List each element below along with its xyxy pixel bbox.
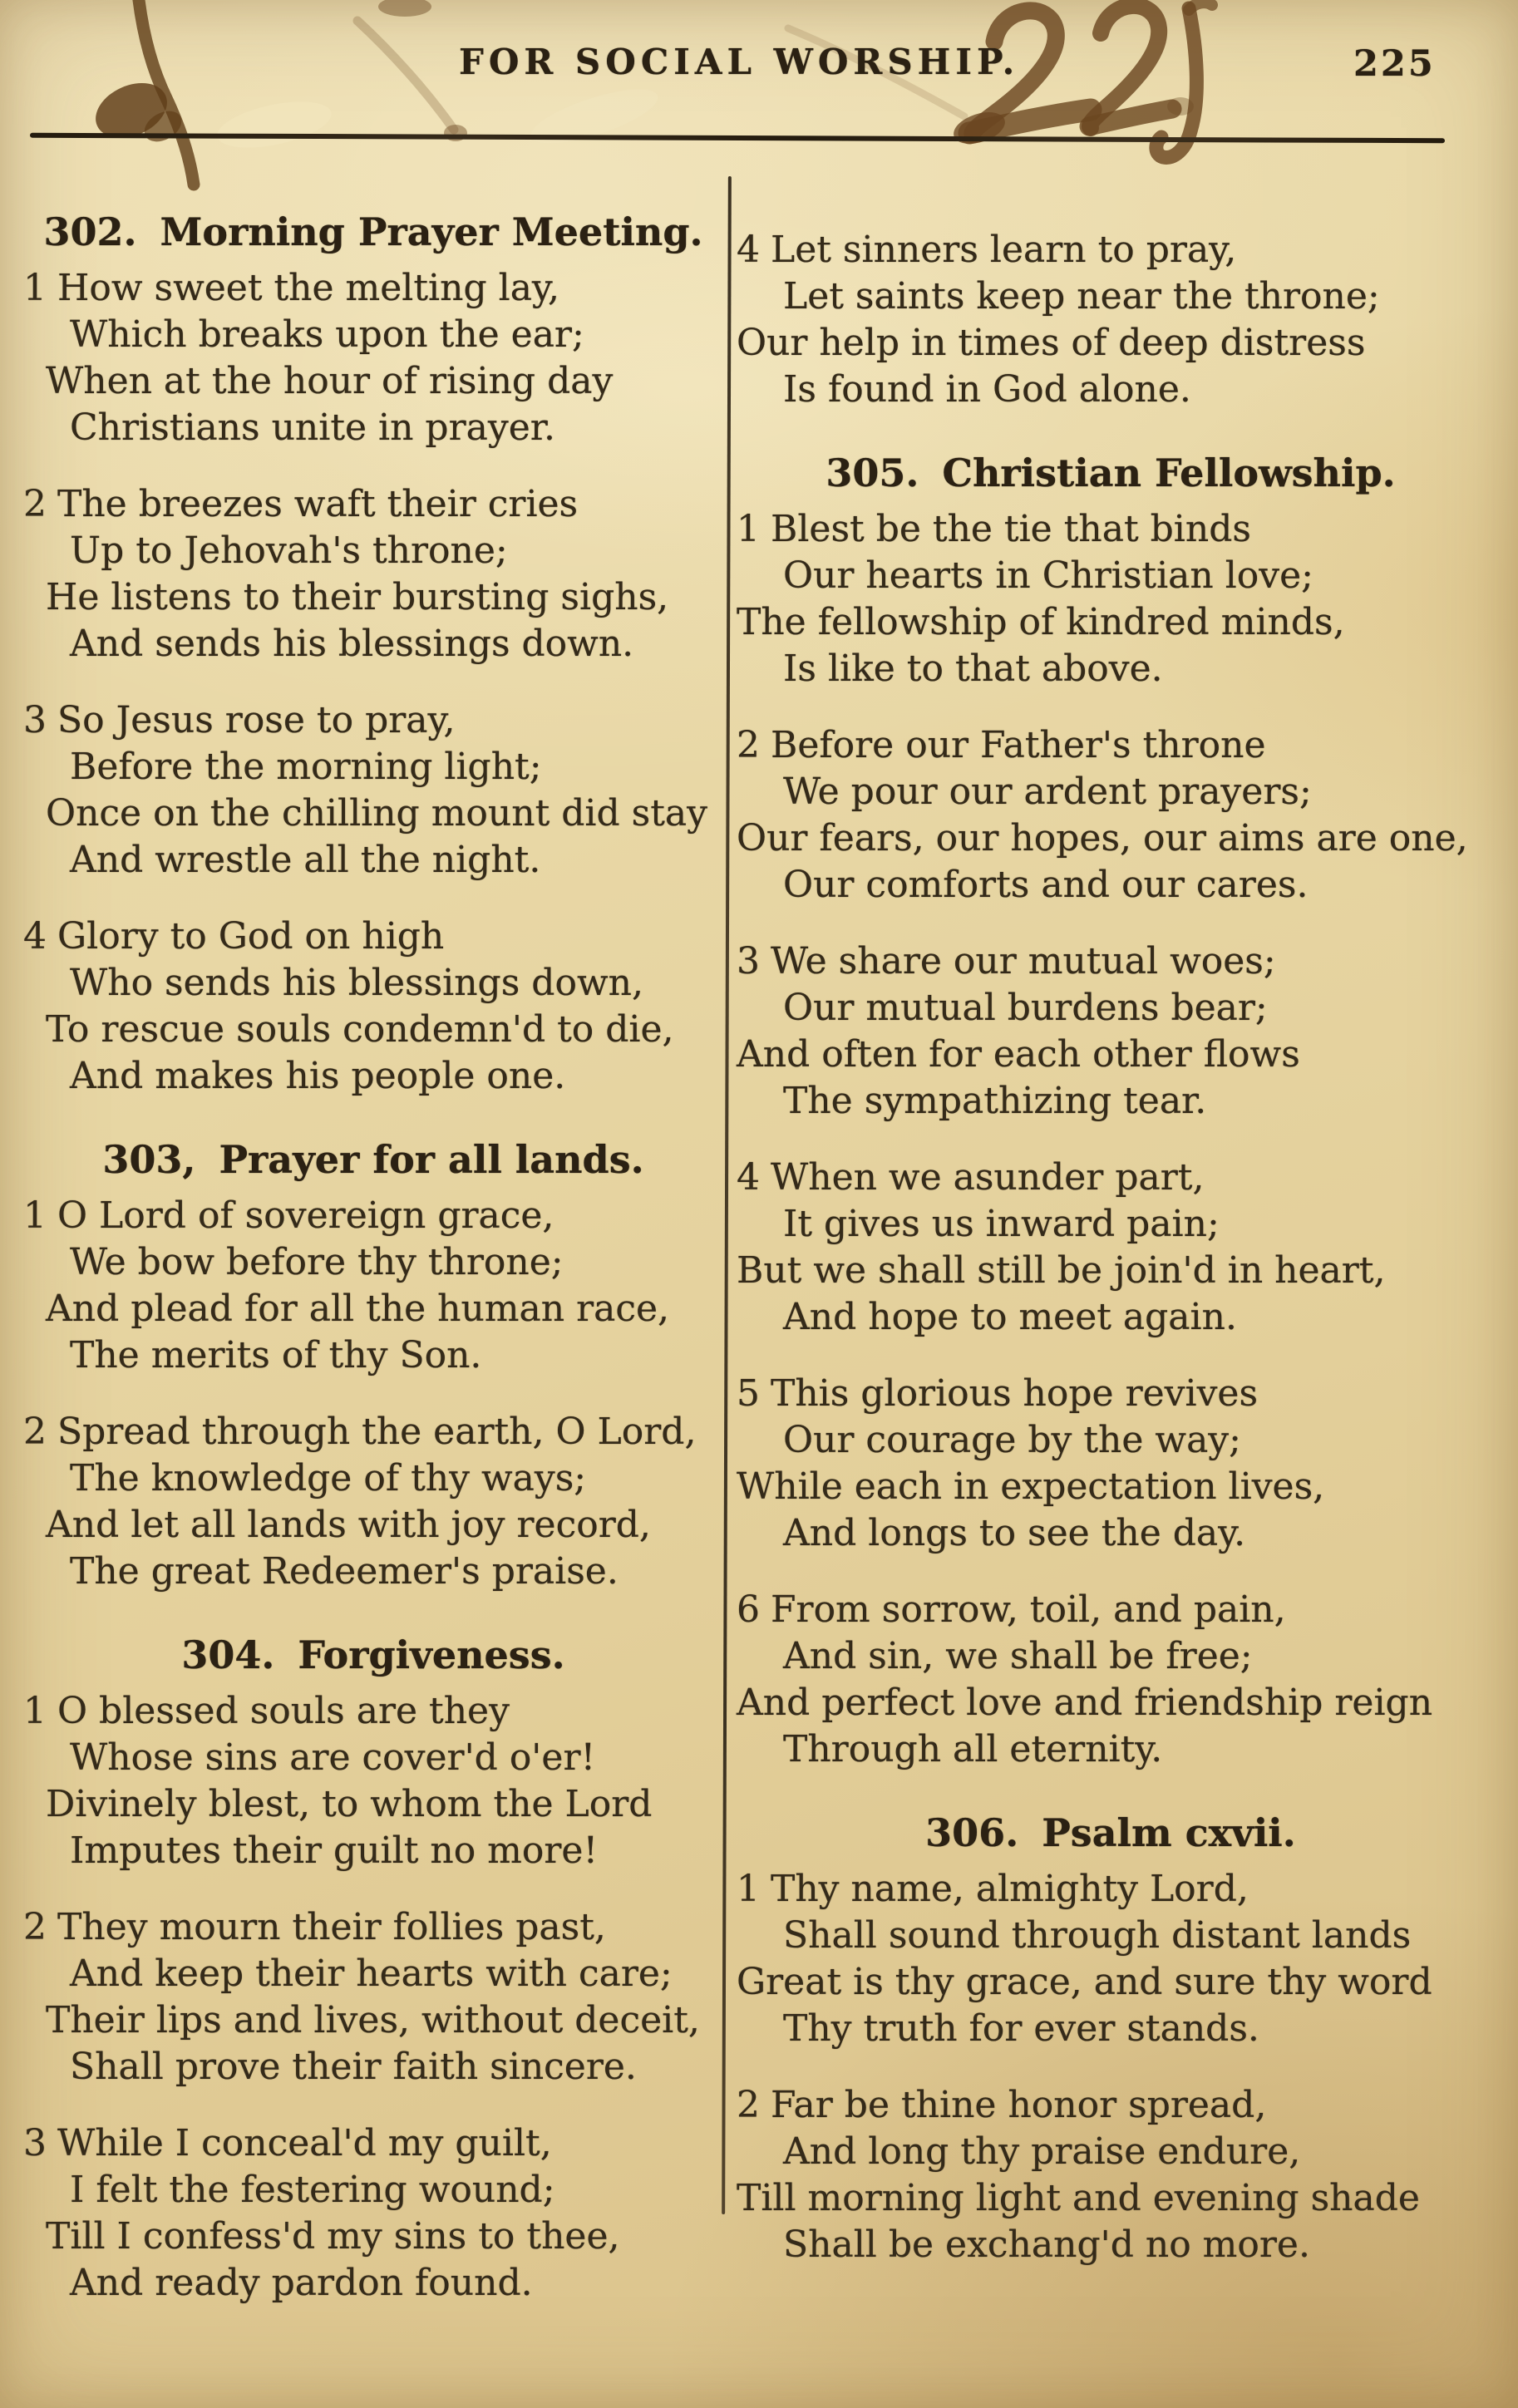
verse-line <box>737 985 1485 1032</box>
verse-line <box>737 1248 1485 1294</box>
verse-text: Glory to God on high <box>57 915 445 958</box>
verse-text: Before our Father's throne <box>771 724 1266 766</box>
verse <box>23 697 723 884</box>
verse-line <box>737 1913 1485 1959</box>
verse <box>737 227 1485 413</box>
verse-text: And hope to meet again. <box>783 1296 1237 1338</box>
verse-number: 4 <box>23 915 47 958</box>
hymn-number: 306. <box>925 1810 1019 1855</box>
verse <box>23 1904 723 2090</box>
verse-text: Who sends his blessings down, <box>70 962 643 1004</box>
verse-text: Their lips and lives, without deceit, <box>46 1999 700 2041</box>
verse-text: Let sinners learn to pray, <box>771 229 1237 271</box>
verse-number: 1 <box>23 267 47 309</box>
header-rule <box>30 133 1445 144</box>
verse-text: And makes his people one. <box>70 1055 566 1097</box>
verse-text: Imputes their guilt no more! <box>70 1829 599 1872</box>
hymn-heading <box>23 209 723 255</box>
verse-text: To rescue souls condemn'd to die, <box>46 1008 674 1051</box>
verse-text: And often for each other flows <box>737 1033 1300 1076</box>
verse-line <box>737 1032 1485 1078</box>
verse-text: Far be thine honor spread, <box>771 2084 1267 2126</box>
verse-line <box>23 1951 723 1997</box>
verse-line <box>23 1688 723 1735</box>
verse-text: And long thy praise endure, <box>783 2130 1301 2173</box>
verse-text: O blessed souls are they <box>57 1690 510 1732</box>
verse-text: The great Redeemer's praise. <box>70 1550 619 1593</box>
verse <box>23 265 723 451</box>
verse-text: Whose sins are cover'd o'er! <box>70 1736 596 1779</box>
verse-text: Thy name, almighty Lord, <box>771 1868 1249 1910</box>
verse-line <box>23 1193 723 1239</box>
verse-number: 1 <box>737 508 760 550</box>
ink-blot <box>139 105 187 148</box>
verse-text: Our help in times of deep distress <box>737 322 1366 364</box>
ink-smudge <box>378 0 431 17</box>
verse-line <box>23 790 723 837</box>
verse-text: Which breaks upon the ear; <box>70 313 584 356</box>
verse-number: 5 <box>737 1372 760 1415</box>
verse-text: Up to Jehovah's throne; <box>70 529 508 572</box>
verse-text: Our comforts and our cares. <box>783 864 1309 906</box>
verse-line <box>23 358 723 405</box>
hymn-number: 305. <box>826 451 919 495</box>
verse-line <box>23 2120 723 2167</box>
ink-dot <box>1167 97 1194 116</box>
verse-text: While each in expectation lives, <box>737 1465 1325 1508</box>
verse <box>23 1409 723 1595</box>
verse-line <box>737 646 1485 692</box>
verse <box>23 1193 723 1379</box>
hymn-title: Prayer for all lands. <box>219 1137 644 1182</box>
verse-line <box>23 1007 723 1053</box>
verse <box>737 722 1485 909</box>
verse-line <box>737 1155 1485 1201</box>
verse-text: And sends his blessings down. <box>70 623 634 665</box>
verse-text: We share our mutual woes; <box>771 940 1276 982</box>
verse-line <box>737 320 1485 367</box>
verse-text: When we asunder part, <box>771 1156 1205 1199</box>
verse-line <box>23 2167 723 2213</box>
verse-line <box>737 1201 1485 1248</box>
verse-line <box>737 367 1485 413</box>
verse-line <box>23 960 723 1007</box>
verse-text: They mourn their follies past, <box>57 1906 606 1948</box>
verse-text: Spread through the earth, O Lord, <box>57 1411 697 1453</box>
verse-line <box>23 1828 723 1874</box>
hymn-heading <box>23 1136 723 1183</box>
verse-line <box>23 697 723 744</box>
verse-line <box>737 769 1485 815</box>
verse-line <box>737 599 1485 646</box>
verse-line <box>737 722 1485 769</box>
verse-number: 4 <box>737 1156 760 1199</box>
verse-line <box>737 1680 1485 1726</box>
verse-line <box>737 1417 1485 1464</box>
verse-text: And ready pardon found. <box>70 2262 533 2304</box>
verse-text: O Lord of sovereign grace, <box>57 1194 554 1237</box>
verse-line <box>737 1633 1485 1680</box>
verse-text: The breezes waft their cries <box>57 483 579 525</box>
verse-text: While I conceal'd my guilt, <box>57 2122 552 2164</box>
verse-line <box>23 2044 723 2090</box>
verse-text: Shall sound through distant lands <box>783 1914 1412 1957</box>
verse-text: Our mutual burdens bear; <box>783 987 1268 1029</box>
verse-line <box>23 574 723 621</box>
verse-text: The sympathizing tear. <box>783 1080 1207 1122</box>
hymn-title: Christian Fellowship. <box>942 451 1396 495</box>
verse-text: And wrestle all the night. <box>70 839 541 881</box>
verse-line <box>737 227 1485 273</box>
verse-text: From sorrow, toil, and pain, <box>771 1588 1286 1631</box>
ink-stroke <box>138 0 194 185</box>
verse-text: The knowledge of thy ways; <box>70 1457 587 1499</box>
verse-number: 6 <box>737 1588 760 1631</box>
verse-number: 2 <box>737 2084 760 2126</box>
verse-line <box>737 2129 1485 2175</box>
verse <box>737 1155 1485 1341</box>
verse-text: And longs to see the day. <box>783 1512 1246 1554</box>
verse-line <box>23 1735 723 1781</box>
verse-line <box>23 744 723 790</box>
verse-text: When at the hour of rising day <box>46 360 614 402</box>
verse-number: 2 <box>23 1906 47 1948</box>
verse-text: Shall prove their faith sincere. <box>70 2046 637 2088</box>
verse-number: 1 <box>23 1690 47 1732</box>
verse-text: Divinely blest, to whom the Lord <box>46 1783 653 1825</box>
verse <box>737 938 1485 1125</box>
verse-line <box>737 862 1485 909</box>
verse-number: 2 <box>23 1411 47 1453</box>
verse-text: So Jesus rose to pray, <box>57 699 456 741</box>
printed-page-number: 225 <box>1353 43 1436 85</box>
verse-line <box>737 938 1485 985</box>
pale-smudge <box>214 93 336 156</box>
verse-text: And keep their hearts with care; <box>70 1952 673 1995</box>
verse-line <box>737 2006 1485 2052</box>
verse-text: This glorious hope revives <box>771 1372 1259 1415</box>
verse-number: 1 <box>23 1194 47 1237</box>
verse-line <box>737 1464 1485 1510</box>
verse-line <box>737 506 1485 553</box>
verse-text: Thy truth for ever stands. <box>783 2007 1259 2050</box>
verse-number: 1 <box>737 1868 760 1910</box>
verse-line <box>23 1409 723 1455</box>
hymn-number: 302. <box>43 209 137 254</box>
verse-line <box>23 837 723 884</box>
verse <box>737 2082 1485 2268</box>
verse <box>23 2120 723 2307</box>
verse-text: Blest be the tie that binds <box>771 508 1251 550</box>
verse-text: He listens to their bursting sighs, <box>46 576 669 618</box>
verse-number: 3 <box>23 699 47 741</box>
verse-text: And perfect love and friendship reign <box>737 1682 1433 1724</box>
verse-line <box>23 913 723 960</box>
verse-line <box>23 265 723 312</box>
verse-line <box>23 312 723 358</box>
verse-number: 4 <box>737 229 760 271</box>
verse <box>737 1866 1485 2052</box>
verse <box>23 481 723 667</box>
verse-line <box>737 1371 1485 1417</box>
verse-line <box>23 1904 723 1951</box>
verse-text: Till I confess'd my sins to thee, <box>46 2215 620 2258</box>
verse-line <box>737 1587 1485 1633</box>
verse-line <box>23 621 723 667</box>
verse-text: How sweet the melting lay, <box>57 267 559 309</box>
verse-text: I felt the festering wound; <box>70 2169 555 2211</box>
verse-text: Christians unite in prayer. <box>70 406 555 449</box>
verse-text: Till morning light and evening shade <box>737 2177 1420 2219</box>
hymn-number: 304. <box>181 1632 275 1677</box>
verse-text: Once on the chilling mount did stay <box>46 792 707 835</box>
verse-line <box>23 1455 723 1502</box>
verse-line <box>23 481 723 528</box>
verse-number: 3 <box>737 940 760 982</box>
verse-line <box>23 2260 723 2307</box>
verse-number: 2 <box>23 483 47 525</box>
verse-text: Let saints keep near the throne; <box>783 275 1380 318</box>
verse-line <box>737 273 1485 320</box>
verse <box>23 1688 723 1874</box>
verse-line <box>737 2222 1485 2268</box>
verse-line <box>737 815 1485 862</box>
verse-text: Shall be exchang'd no more. <box>783 2223 1310 2266</box>
verse-text: But we shall still be join'd in heart, <box>737 1249 1386 1292</box>
verse-number: 3 <box>23 2122 47 2164</box>
running-title: FOR SOCIAL WORSHIP. <box>459 42 1020 82</box>
verse-text: Great is thy grace, and sure thy word <box>737 1961 1432 2003</box>
hymn-heading <box>737 450 1485 496</box>
verse-line <box>23 1053 723 1100</box>
hymn-title: Forgiveness. <box>298 1632 565 1677</box>
verse-line <box>23 1332 723 1379</box>
verse-line <box>737 1959 1485 2006</box>
verse-line <box>737 553 1485 599</box>
verse-text: The merits of thy Son. <box>70 1334 482 1376</box>
verse-line <box>737 1726 1485 1773</box>
verse-line <box>23 528 723 574</box>
verse-text: And sin, we shall be free; <box>783 1635 1253 1677</box>
verse-line <box>737 2175 1485 2222</box>
verse-line <box>737 1294 1485 1341</box>
verse-text: And let all lands with joy record, <box>46 1504 651 1546</box>
verse-line <box>737 2082 1485 2129</box>
verse-number: 2 <box>737 724 760 766</box>
verse-line <box>23 405 723 451</box>
verse-text: Is found in God alone. <box>783 368 1191 411</box>
verse-line <box>23 1997 723 2044</box>
verse-text: Our hearts in Christian love; <box>783 554 1313 597</box>
ink-stroke-faint <box>357 21 454 130</box>
verse-text: Our fears, our hopes, our aims are one, <box>737 817 1468 859</box>
verse-line <box>737 1866 1485 1913</box>
hymn-title: Psalm cxvii. <box>1042 1810 1296 1855</box>
verse-text: And plead for all the human race, <box>46 1288 670 1330</box>
verse-line <box>23 1502 723 1549</box>
hymn-title: Morning Prayer Meeting. <box>160 209 703 254</box>
hymn-heading <box>737 1810 1485 1856</box>
right-column <box>737 204 1485 2298</box>
verse <box>737 1371 1485 1557</box>
hymn-number: 303, <box>102 1137 196 1182</box>
verse-line <box>23 2213 723 2260</box>
verse-text: We pour our ardent prayers; <box>783 771 1312 813</box>
hymn-heading <box>23 1632 723 1678</box>
verse-text: Through all eternity. <box>783 1728 1163 1770</box>
verse-text: The fellowship of kindred minds, <box>737 601 1345 643</box>
pale-smudge <box>525 78 663 154</box>
verse-line <box>23 1549 723 1595</box>
verse-text: Before the morning light; <box>70 746 542 788</box>
verse-text: We bow before thy throne; <box>70 1241 564 1283</box>
verse-text: It gives us inward pain; <box>783 1203 1220 1245</box>
verse-line <box>23 1286 723 1332</box>
verse-text: Our courage by the way; <box>783 1419 1241 1461</box>
verse-text: Is like to that above. <box>783 648 1163 690</box>
verse-line <box>737 1510 1485 1557</box>
verse <box>23 913 723 1100</box>
verse-line <box>23 1239 723 1286</box>
verse-line <box>23 1781 723 1828</box>
verse-line <box>737 1078 1485 1125</box>
verse <box>737 1587 1485 1773</box>
verse <box>737 506 1485 692</box>
left-column <box>23 204 723 2337</box>
